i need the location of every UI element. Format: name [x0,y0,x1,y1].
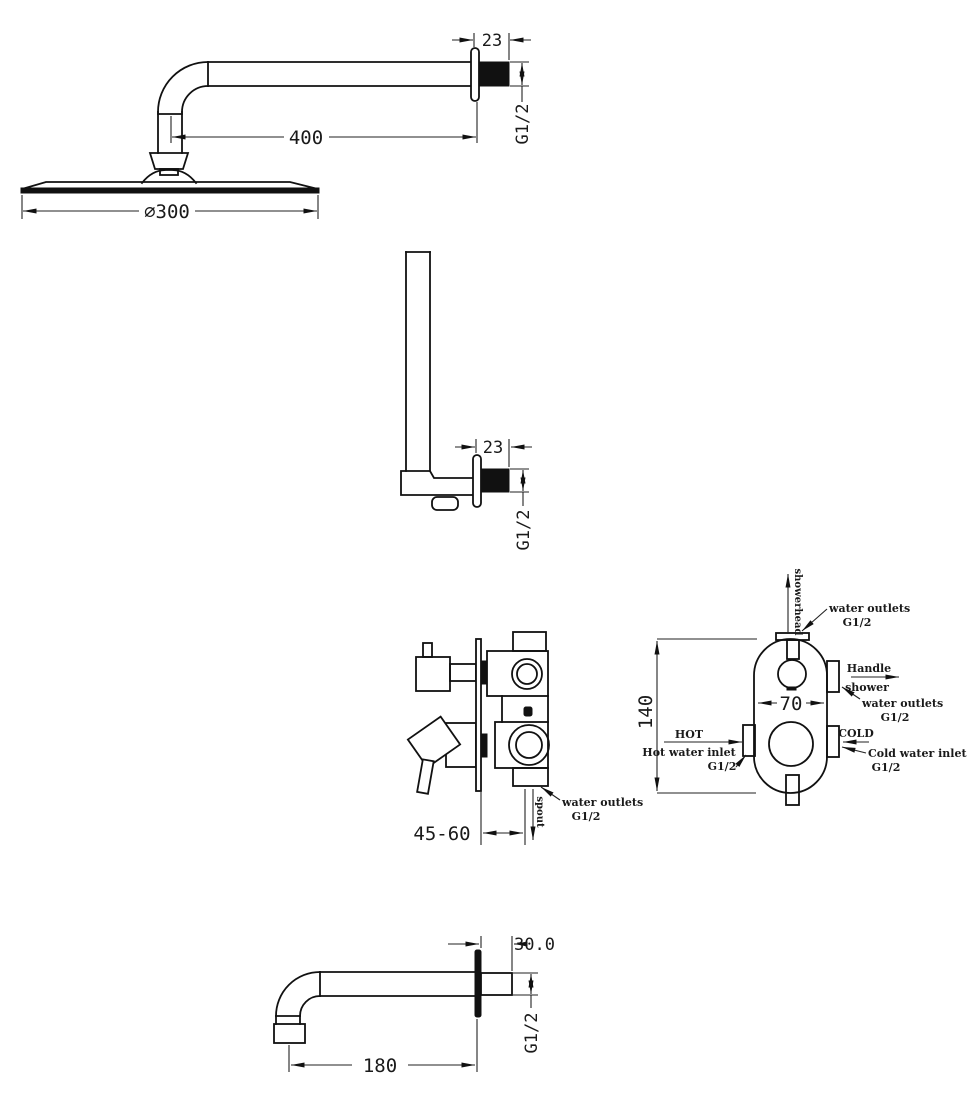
dim-g12-label: G1/2 [522,1012,542,1054]
showerhead-arm-drawing [21,31,533,223]
holder-bracket [401,471,474,495]
spout-drawing [274,935,555,1077]
cold-inlet-label: Cold water inlet [868,747,967,760]
dim-45-60-label: 45-60 [413,823,471,845]
arm-nut [150,153,188,169]
wall-plate [476,639,481,791]
wall-thread [481,469,509,492]
cold-inlet-tab [827,726,839,757]
holder-knob [432,497,458,510]
dim-g12-label: G1/2 [514,509,534,551]
mixer-front-view [635,569,967,805]
top-outlet-label-1: water outlets [829,602,911,615]
lever-tail [417,759,434,793]
dim-d300-label: ∅300 [144,201,190,223]
side-outlet-label-1: water outlets [562,796,644,809]
top-outlet-label-2: G1/2 [842,616,872,629]
spout-outlet-cap [274,1024,305,1043]
dim-30-label: 30.0 [514,935,555,955]
dim-140-label: 140 [635,694,657,730]
upper-knob [778,660,806,688]
dim-g12-label: G1/2 [513,103,533,145]
top-handle-knob [416,657,450,691]
shower-outlet-label-2: G1/2 [880,711,910,724]
ball-joint [142,170,196,183]
top-outlet-block [513,632,546,651]
mixer-side-view [408,632,643,845]
handle-shower-label-2: shower [845,681,889,694]
shower-outlet-label-1: water outlets [862,697,944,710]
side-outlet-label-2: G1/2 [571,810,601,823]
dim-400-label: 400 [288,127,324,149]
spout-label: spout [534,796,545,828]
handle-shower-label-1: Handle [846,662,892,675]
wall-thread [481,973,512,995]
hot-thread-label: G1/2 [707,760,737,773]
wall-thread [480,62,509,86]
dim-70-label: 70 [779,693,803,715]
valve-body [754,639,827,793]
dim-180-label: 180 [362,1055,398,1077]
top-handle-stem [423,643,432,657]
hot-label: HOT [674,728,704,741]
wall-elbow-drawing [401,252,534,550]
cold-label: COLD [838,727,874,740]
dim-23-label: 23 [482,438,504,458]
showerhead-label: showerhead [792,568,803,636]
bottom-outlet-block [513,768,548,786]
dim-23-label: 23 [481,31,503,51]
shower-outlet-tab [827,661,839,692]
lower-knob [769,722,813,766]
cold-thread-label: G1/2 [871,761,901,774]
hot-inlet-label: Hot water inlet [642,746,736,759]
wall-flange [471,48,479,101]
wall-flange [473,455,481,507]
lever-grip [408,717,460,768]
